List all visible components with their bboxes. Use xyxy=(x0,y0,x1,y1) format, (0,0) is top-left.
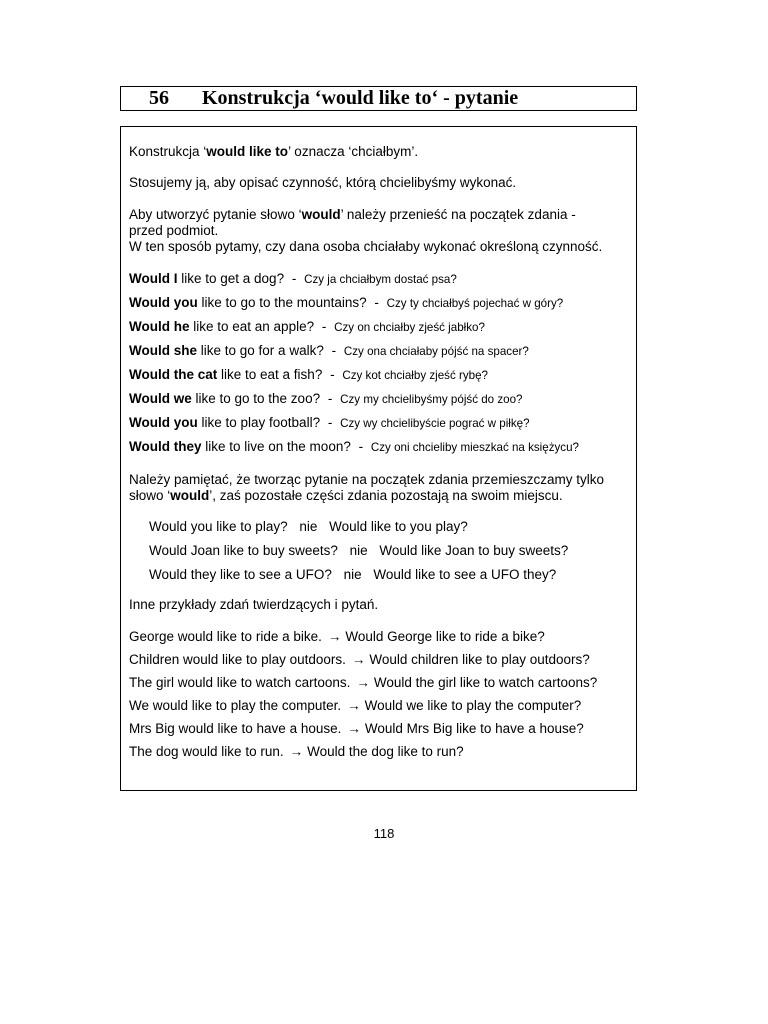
example-translation: Czy ona chciałaby pójść na spacer? xyxy=(343,345,529,358)
contrast-row: Would Joan like to buy sweets? nie Would like Joan to buy sweets? xyxy=(149,543,569,558)
transformation-row: The girl would like to watch cartoons. → Would the girl like to watch cartoons? xyxy=(129,675,598,690)
arrow-right-icon: → xyxy=(347,721,361,736)
reminder-line-1: Należy pamiętać, że tworząc pytanie na początek zdania przemieszczamy tylko xyxy=(129,472,604,487)
intro-line-1: Konstrukcja ‘would like to’ oznacza ‘chciałbym’. xyxy=(129,144,419,159)
example-row: Would the cat like to eat a fish? - Czy kot chciałby zjeść rybę? xyxy=(129,367,488,382)
arrow-right-icon: → xyxy=(356,675,370,690)
lesson-title: Konstrukcja ‘would like to‘ - pytanie xyxy=(202,87,519,109)
transformation-row: The dog would like to run. → Would the dog like to run? xyxy=(129,744,464,759)
example-translation: Czy my chcielibyśmy pójść do zoo? xyxy=(340,393,523,406)
transformation-row: Mrs Big would like to have a house. → Would Mrs Big like to have a house? xyxy=(129,721,584,736)
arrow-right-icon: → xyxy=(347,698,361,713)
contrast-row: Would they like to see a UFO? nie Would like to see a UFO they? xyxy=(149,567,557,582)
example-row: Would you like to play football? - Czy wy chcielibyście pograć w piłkę? xyxy=(129,415,530,430)
arrow-right-icon: → xyxy=(327,629,342,644)
example-translation: Czy on chciałby zjeść jabłko? xyxy=(334,321,485,334)
other-examples-heading: Inne przykłady zdań twierdzących i pytań. xyxy=(129,597,379,612)
example-row: Would they like to live on the moon? - Czy oni chcieliby mieszkać na księżycu? xyxy=(129,439,579,454)
example-translation: Czy oni chcieliby mieszkać na księżycu? xyxy=(370,441,579,454)
contrast-row: Would you like to play? nie Would like to you play? xyxy=(149,519,468,534)
arrow-right-icon: → xyxy=(351,652,366,667)
arrow-right-icon: → xyxy=(289,744,304,759)
example-row: Would I like to get a dog? - Czy ja chciałbym dostać psa? xyxy=(129,271,457,286)
lesson-number: 56 xyxy=(149,87,169,109)
page-number: 118 xyxy=(373,826,395,841)
transformation-row: Children would like to play outdoors. → Would children like to play outdoors? xyxy=(129,652,590,667)
intro-line-5: W ten sposób pytamy, czy dana osoba chciałaby wykonać określoną czynność. xyxy=(129,239,603,254)
example-row: Would he like to eat an apple? - Czy on chciałby zjeść jabłko? xyxy=(129,319,485,334)
example-translation: Czy ja chciałbym dostać psa? xyxy=(304,273,457,286)
example-row: Would you like to go to the mountains? - Czy ty chciałbyś pojechać w góry? xyxy=(129,295,564,310)
lesson-content-box xyxy=(120,126,637,791)
example-translation: Czy ty chciałbyś pojechać w góry? xyxy=(386,297,564,310)
lesson-title-box xyxy=(120,86,637,111)
transformation-row: We would like to play the computer. → Would we like to play the computer? xyxy=(129,698,582,713)
example-translation: Czy kot chciałby zjeść rybę? xyxy=(342,369,488,382)
reminder-line-2: słowo ‘would’, zaś pozostałe części zdania pozostają na swoim miejscu. xyxy=(129,488,563,503)
example-row: Would she like to go for a walk? - Czy ona chciałaby pójść na spacer? xyxy=(129,343,529,358)
intro-line-2: Stosujemy ją, aby opisać czynność, którą chcielibyśmy wykonać. xyxy=(129,175,517,190)
example-translation: Czy wy chcielibyście pograć w piłkę? xyxy=(340,417,530,430)
intro-line-3: Aby utworzyć pytanie słowo ‘would’ należy przenieść na początek zdania - xyxy=(129,207,576,222)
transformation-row: George would like to ride a bike. → Would George like to ride a bike? xyxy=(129,629,545,644)
example-row: Would we like to go to the zoo? - Czy my chcielibyśmy pójść do zoo? xyxy=(129,391,523,406)
intro-line-4: przed podmiot. xyxy=(129,223,219,238)
